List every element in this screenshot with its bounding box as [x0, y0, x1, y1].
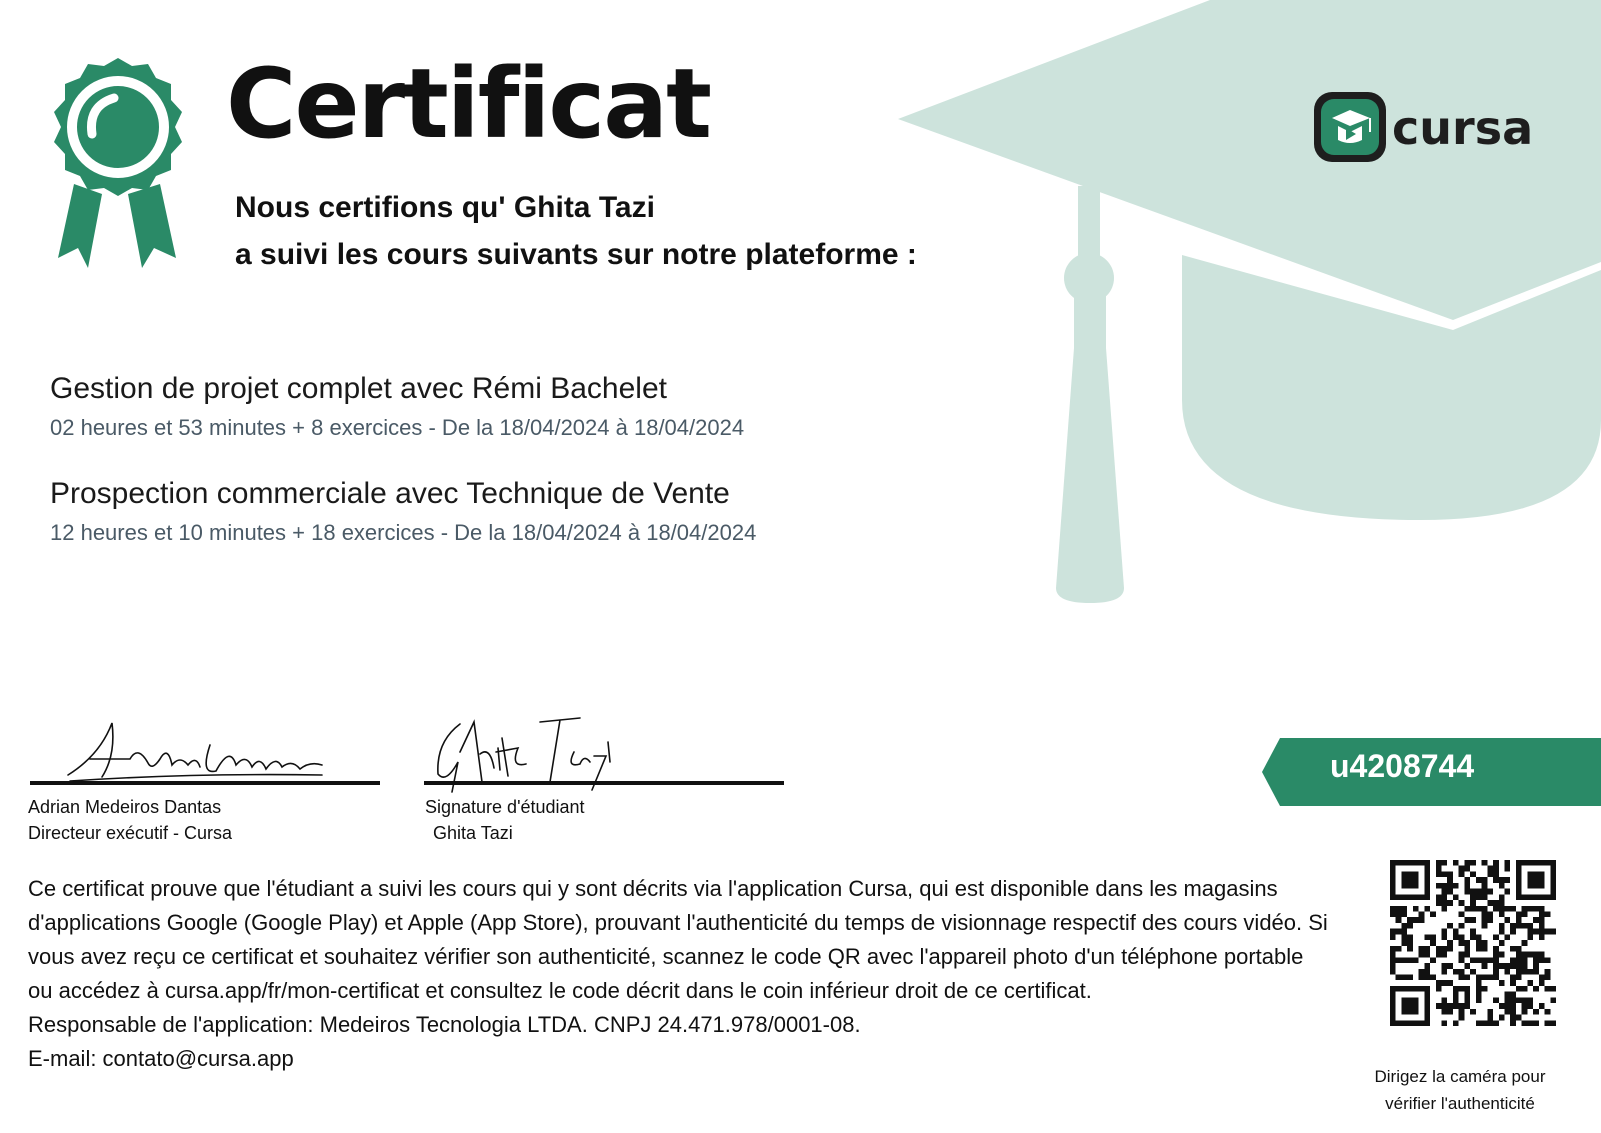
director-signature	[60, 715, 330, 795]
course-title: Gestion de projet complet avec Rémi Bachelet	[50, 372, 667, 405]
qr-code[interactable]	[1390, 860, 1556, 1026]
certification-statement: Nous certifions qu' Ghita Tazi	[235, 191, 655, 224]
student-name: Ghita Tazi	[433, 823, 513, 843]
student-signature	[430, 712, 620, 802]
logo-wordmark: cursa	[1392, 101, 1534, 155]
certificate-description	[28, 872, 1328, 1076]
qr-caption-line: vérifier l'authenticité	[1385, 1094, 1535, 1113]
email-line: E-mail: contato@cursa.app	[28, 1046, 294, 1071]
cursa-logo	[1312, 88, 1542, 168]
student-signature-label: Signature d'étudiant	[425, 797, 585, 817]
verification-code: u4208744	[1330, 748, 1475, 784]
course-title: Prospection commerciale avec Technique de Vente	[50, 477, 730, 510]
director-role: Directeur exécutif - Cursa	[28, 823, 233, 843]
course-details: 12 heures et 10 minutes + 18 exercices - De la 18/04/2024 à 18/04/2024	[50, 520, 757, 545]
director-name: Adrian Medeiros Dantas	[28, 797, 222, 817]
course-details: 02 heures et 53 minutes + 8 exercices - De la 18/04/2024 à 18/04/2024	[50, 415, 745, 440]
authenticity-paragraph: Ce certificat prouve que l'étudiant a suivi les cours qui y sont décrits via l'application Cursa, qui est disponible dans les magasins d'applications Google (Google Play) et Apple (App Store), prouvant l'authenticité du temps de visionnage respectif des cours vidéo. Si vous avez reçu ce certificat et souhaitez vérifier son authenticité, scannez le code QR avec l'appareil photo d'un téléphone portable ou accédez à cursa.app/fr/mon-certificat et consultez le code décrit dans le coin inférieur droit de ce certificat.	[28, 876, 1328, 1003]
responsible-line: Responsable de l'application: Medeiros Tecnologia LTDA. CNPJ 24.471.978/0001-08.	[28, 1012, 861, 1037]
qr-caption	[1340, 1063, 1580, 1117]
qr-caption-line: Dirigez la caméra pour	[1374, 1067, 1546, 1086]
certificate-title: Certificat	[226, 48, 710, 160]
award-ribbon-icon	[44, 54, 192, 274]
certification-statement-continued: a suivi les cours suivants sur notre plateforme :	[235, 238, 917, 271]
